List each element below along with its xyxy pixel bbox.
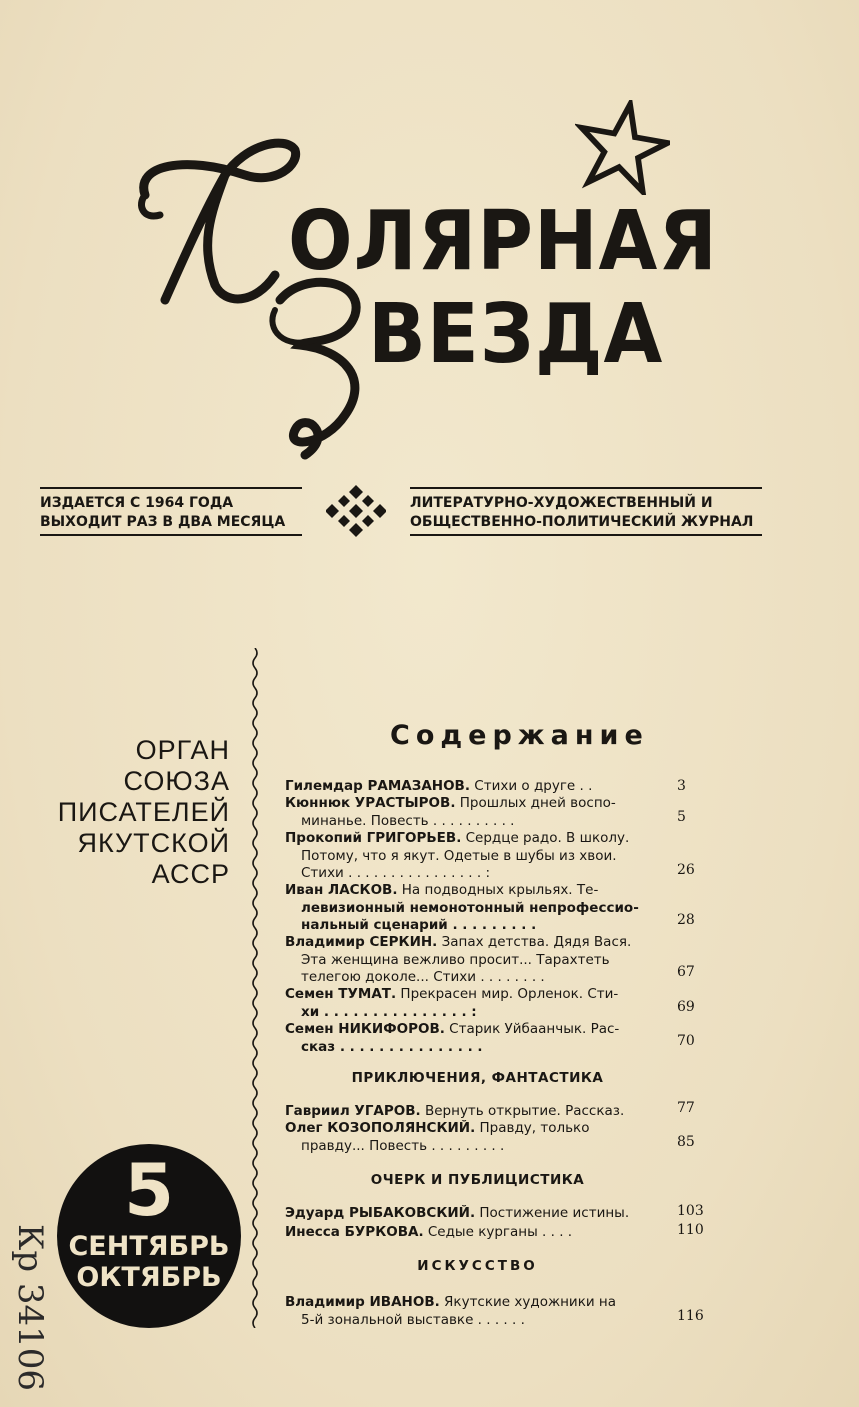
magazine-title-line1: ОЛЯРНАЯ <box>288 192 718 289</box>
toc-title: Прекрасен мир. Орленок. Сти- <box>396 986 619 1002</box>
organ-line: ОРГАН <box>135 735 230 765</box>
toc-author: Иван ЛАСКОВ. <box>285 882 398 898</box>
journal-description <box>410 494 753 532</box>
toc-author: Семен НИКИФОРОВ. <box>285 1021 445 1037</box>
toc-title-cont: Потому, что я якут. Одетые в шубы из хвои. <box>301 847 617 864</box>
organ-of-union <box>40 735 230 890</box>
toc-entry <box>285 986 715 1021</box>
toc-title: Правду, только <box>475 1120 590 1136</box>
toc-title: Прошлых дней воспо- <box>455 795 616 811</box>
section-heading: ОЧЕРК И ПУБЛИЦИСТИКА <box>370 1172 585 1188</box>
wavy-divider <box>247 648 263 1328</box>
toc-author: Семен ТУМАТ. <box>285 986 397 1002</box>
toc-title: Сердце радо. В школу. <box>461 830 630 846</box>
info-text: ВЫХОДИТ РАЗ В ДВА МЕСЯЦА <box>40 514 286 530</box>
organ-line: АССР <box>151 859 230 889</box>
toc-title-cont: хи . . . . . . . . . . . . . . . : <box>301 1003 477 1020</box>
info-text: ЛИТЕРАТУРНО-ХУДОЖЕСТВЕННЫЙ И <box>410 495 713 511</box>
script-letter-z-logo <box>265 270 375 460</box>
divider <box>40 487 302 489</box>
toc-page: 69 <box>677 999 695 1015</box>
toc-title: Запах детства. Дядя Вася. <box>437 934 632 950</box>
toc-title-cont: левизионный немонотонный непрофессио- <box>301 899 639 916</box>
stamp-text: Кр 34106 <box>10 1224 50 1392</box>
section-heading: ИСКУССТВО <box>417 1258 538 1274</box>
toc-page: 26 <box>677 862 695 878</box>
toc-page: 3 <box>677 778 686 794</box>
toc-entry <box>285 795 715 830</box>
toc-author: Гавриил УГАРОВ. <box>285 1103 421 1119</box>
issue-month: ОКТЯБРЬ <box>76 1262 222 1293</box>
toc-title: Седые курганы . . . . <box>423 1224 573 1240</box>
toc-title: Старик Уйбаанчык. Рас- <box>444 1021 620 1037</box>
organ-line: ПИСАТЕЛЕЙ <box>57 797 230 827</box>
toc-entry <box>285 1120 715 1155</box>
magazine-title-line2: ВЕЗДА <box>368 285 664 382</box>
toc-title-cont: нальный сценарий . . . . . . . . . <box>301 917 537 933</box>
divider <box>410 534 762 536</box>
toc-title-cont: правду... Повесть . . . . . . . . . <box>301 1137 505 1154</box>
toc-author: Эдуард РЫБАКОВСКИЙ. <box>285 1205 476 1221</box>
toc-title: Постижение истины. <box>475 1205 630 1221</box>
toc-author: Инесса БУРКОВА. <box>285 1224 424 1240</box>
toc-title: На подводных крыльях. Те- <box>397 882 599 898</box>
toc-author: Владимир ИВАНОВ. <box>285 1294 440 1310</box>
issue-month: СЕНТЯБРЬ <box>68 1231 230 1262</box>
organ-line: ЯКУТСКОЙ <box>77 828 230 858</box>
issue-number: 5 <box>123 1148 175 1232</box>
toc-entry <box>285 882 715 935</box>
toc-page: 70 <box>677 1033 695 1049</box>
toc-entry <box>285 830 715 883</box>
toc-author: Владимир СЕРКИН. <box>285 934 438 950</box>
toc-entry <box>285 1205 715 1223</box>
info-text: ИЗДАЕТСЯ С 1964 ГОДА <box>40 495 234 511</box>
toc-title-cont: сказ . . . . . . . . . . . . . . . <box>301 1038 483 1055</box>
ornament-icon <box>326 483 386 539</box>
divider <box>410 487 762 489</box>
star-icon <box>575 100 670 195</box>
toc-page: 116 <box>677 1308 704 1324</box>
toc-page: 110 <box>677 1222 704 1238</box>
toc-page: 5 <box>677 809 686 825</box>
issue-badge <box>57 1144 241 1328</box>
toc-author: Олег КОЗОПОЛЯНСКИЙ. <box>285 1120 476 1136</box>
toc-page: 103 <box>677 1203 704 1219</box>
toc-entry <box>285 1100 715 1121</box>
toc-title-cont: минанье. Повесть . . . . . . . . . . <box>301 812 515 829</box>
contents-heading: Содержание <box>390 720 649 751</box>
toc-title: Стихи о друге . . <box>469 778 593 794</box>
toc-page: 77 <box>677 1100 695 1116</box>
toc-page: 28 <box>677 912 695 928</box>
toc-entry <box>285 1021 715 1056</box>
toc-author: Кюннюк УРАСТЫРОВ. <box>285 795 456 811</box>
toc-title-cont: 5-й зональной выставке . . . . . . <box>301 1311 525 1328</box>
toc-entry <box>285 1224 715 1242</box>
toc-title: Якутские художники на <box>439 1294 617 1310</box>
toc-title-cont: телегою доколе... Стихи . . . . . . . . <box>301 969 545 985</box>
info-text: ОБЩЕСТВЕННО-ПОЛИТИЧЕСКИЙ ЖУРНАЛ <box>410 514 754 530</box>
divider <box>40 534 302 536</box>
organ-line: СОЮЗА <box>123 766 230 796</box>
toc-entry <box>285 778 715 796</box>
publication-info <box>40 494 285 532</box>
toc-author: Гилемдар РАМАЗАНОВ. <box>285 778 470 794</box>
toc-page: 67 <box>677 964 695 980</box>
toc-title-cont: Эта женщина вежливо просит... Тарахтеть <box>301 951 610 968</box>
toc-author: Прокопий ГРИГОРЬЕВ. <box>285 830 462 846</box>
toc-title: Вернуть открытие. Рассказ. <box>420 1103 625 1119</box>
toc-entry <box>285 1294 715 1329</box>
toc-title-cont: Стихи . . . . . . . . . . . . . . . . : <box>301 865 490 881</box>
toc-entry <box>285 934 715 987</box>
toc-page: 85 <box>677 1134 695 1150</box>
section-heading: ПРИКЛЮЧЕНИЯ, ФАНТАСТИКА <box>351 1070 604 1086</box>
